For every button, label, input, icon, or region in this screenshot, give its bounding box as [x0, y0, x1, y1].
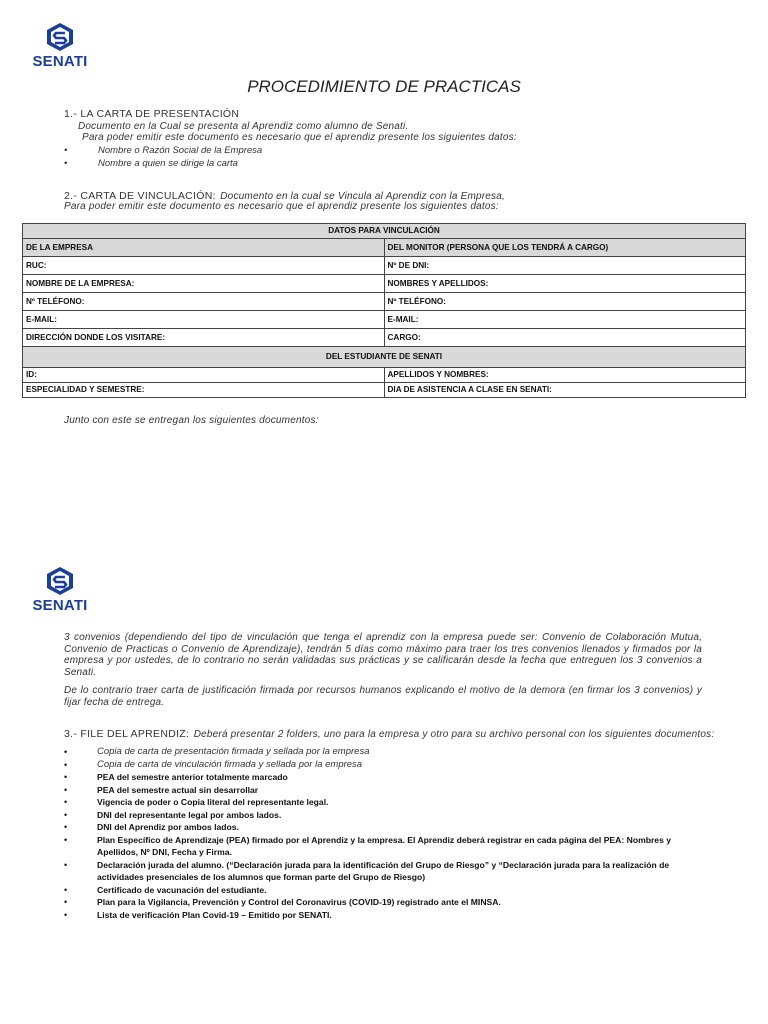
table-row: [23, 275, 746, 293]
senati-logo: [30, 566, 90, 614]
bullet-icon: •: [64, 909, 68, 920]
table-cell: Nº DE DNI:: [384, 257, 746, 275]
bullet-icon: •: [64, 809, 68, 820]
file-aprendiz-list: [64, 746, 704, 921]
bullet-icon: •: [64, 772, 68, 782]
table-cell: Nº TELÉFONO:: [23, 293, 385, 311]
list-item: • DNI del Aprendiz por ambos lados.: [64, 822, 239, 832]
table-row: [23, 383, 746, 398]
table-cell: NOMBRES Y APELLIDOS:: [384, 275, 746, 293]
table-cell: Nº TELÉFONO:: [384, 293, 746, 311]
bullet-icon: •: [64, 784, 68, 795]
bullet-icon: •: [64, 859, 68, 870]
section3-heading-line: [64, 724, 714, 742]
table-right-head: DEL MONITOR (PERSONA QUE LOS TENDRÁ A CARGO): [384, 239, 746, 257]
table-cell: APELLIDOS Y NOMBRES:: [384, 368, 746, 383]
list-item: • Vigencia de poder o Copia literal del representante legal.: [64, 797, 329, 807]
student-header: DEL ESTUDIANTE DE SENATI: [23, 347, 746, 368]
bullet-icon: •: [64, 884, 68, 895]
bullet-icon: •: [64, 897, 68, 907]
list-item: • PEA del semestre anterior totalmente marcado: [64, 772, 288, 782]
table-cell: CARGO:: [384, 329, 746, 347]
senati-logo-icon: [45, 566, 75, 596]
table-cell: NOMBRE DE LA EMPRESA:: [23, 275, 385, 293]
bullet-icon: •: [64, 822, 68, 832]
page-title: PROCEDIMIENTO DE PRACTICAS: [247, 77, 521, 96]
list-item: • Lista de verificación Plan Covid-19 – Emitido por SENATI.: [64, 909, 332, 920]
table-header: DATOS PARA VINCULACIÓN: [23, 224, 746, 239]
table-row: [23, 293, 746, 311]
section2-heading-rest: Documento en la cual se Vincula al Aprendiz con la Empresa,: [220, 191, 505, 202]
table-cell: ESPECIALIDAD Y SEMESTRE:: [23, 383, 385, 398]
table-cell: RUC:: [23, 257, 385, 275]
list-item: • Plan Específico de Aprendizaje (PEA) firmado por el Aprendiz y la empresa. El Aprendiz deberá registrar en cada página del PEA: Nombres y Apellidos, Nº DNI, Fecha y Firma.: [64, 834, 672, 857]
table-row: [23, 329, 746, 347]
table-row: [23, 257, 746, 275]
list-item: • DNI del representante legal por ambos lados.: [64, 809, 282, 820]
logo-text: SENATI: [32, 53, 88, 70]
list-item: • Copia de carta de vinculación firmada y sellada por la empresa: [64, 758, 363, 770]
senati-logo: [30, 22, 90, 70]
convenios-paragraph: 3 convenios (dependiendo del tipo de vinculación que tenga el aprendiz con la empresa puede ser: Convenio de Colaboración Mutua, Convenio de Practicas o Convenio de Aprendizaje), tendrán 5 días como máximo para traer los tres convenios llenados y firmados por la empresa y por ustedes, de lo contrario no serán validadas sus prácticas y se calificarán desde la fecha que entreguen los 3 convenios a Senati.: [64, 632, 702, 678]
table-row: [23, 311, 746, 329]
bullet-icon: •: [64, 145, 68, 156]
bullet-icon: •: [64, 158, 68, 169]
bullet-icon: •: [64, 759, 68, 770]
table-cell: E-MAIL:: [23, 311, 385, 329]
senati-logo-icon: [45, 22, 75, 52]
list-item: • Certificado de vacunación del estudiante.: [64, 884, 267, 895]
list-item: • Declaración jurada del alumno. (“Declaración jurada para la identificación del Grupo de Riesgo” y “Declaración jurada para la realización de actividades presenciales de los alumnos que forman parte del Grupo de Riesgo): [64, 859, 670, 882]
section1-line2: Para poder emitir este documento es necesario que el aprendiz presente los siguientes datos:: [82, 132, 517, 143]
section1-heading: 1.- LA CARTA DE PRESENTACIÓN: [64, 108, 240, 120]
logo-text: SENATI: [32, 597, 88, 614]
table-cell: ID:: [23, 368, 385, 383]
bullet-icon: •: [64, 747, 68, 757]
table-cell: DIA DE ASISTENCIA A CLASE EN SENATI:: [384, 383, 746, 398]
bullet-icon: •: [64, 834, 68, 845]
justificacion-paragraph: De lo contrario traer carta de justificación firmada por recursos humanos explicando el motivo de la demora (en firmar los 3 convenios) y fijar fecha de entrega.: [64, 685, 702, 708]
section1-line1: Documento en la Cual se presenta al Aprendiz como alumno de Senati.: [78, 121, 409, 132]
section3-heading-rest: Deberá presentar 2 folders, uno para la empresa y otro para su archivo personal con los siguientes documentos:: [193, 729, 715, 740]
section3-heading: 3.- FILE DEL APRENDIZ:: [64, 728, 190, 740]
section2-line2: Para poder emitir este documento es necesario que el aprendiz presente los siguientes datos:: [64, 201, 499, 212]
table-left-head: DE LA EMPRESA: [23, 239, 385, 257]
table-cell: DIRECCIÓN DONDE LOS VISITARE:: [23, 329, 385, 347]
list-item: • Copia de carta de presentación firmada y sellada por la empresa: [64, 746, 370, 757]
vinculacion-table: [22, 223, 746, 398]
list-item: • Plan para la Vigilancia, Prevención y Control del Coronavirus (COVID-19) registrado ante el MINSA.: [64, 897, 501, 907]
junto-text: Junto con este se entregan los siguientes documentos:: [64, 415, 319, 426]
list-item: • PEA del semestre actual sin desarrollar: [64, 784, 259, 795]
table-row: [23, 368, 746, 383]
section2-heading: 2.- CARTA DE VINCULACIÓN:: [64, 190, 216, 202]
bullet-icon: •: [64, 797, 68, 807]
table-cell: E-MAIL:: [384, 311, 746, 329]
